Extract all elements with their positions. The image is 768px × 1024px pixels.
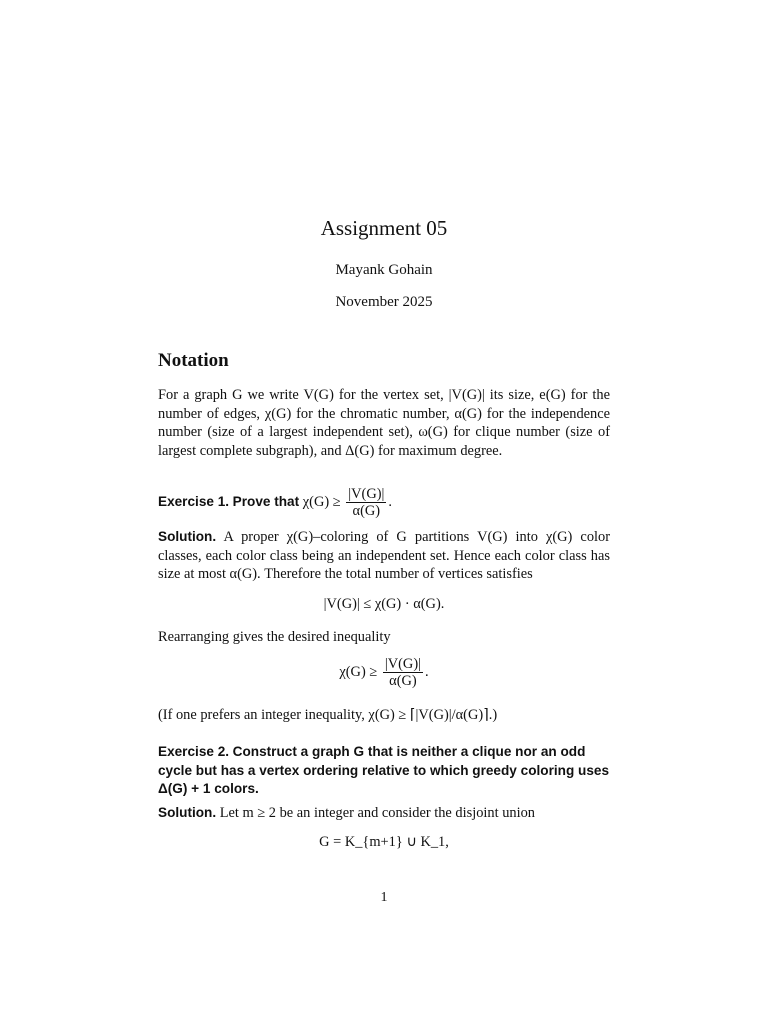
- exercise2-text: Construct a graph G that is neither a clique nor an odd cycle but has a vertex ordering relative to which greedy coloring uses Δ(G) + 1 colors.: [158, 744, 610, 797]
- document-title: Assignment 05: [320, 216, 448, 240]
- exercise1-lhs: χ(G) ≥: [302, 493, 341, 510]
- document-author: Mayank Gohain: [335, 262, 433, 278]
- exercise1-prefix: Prove that: [232, 493, 300, 509]
- exercise1-rearrange: Rearranging gives the desired inequality: [158, 629, 391, 645]
- document-date: November 2025: [335, 294, 433, 310]
- exercise2-solution-label: Solution.: [158, 805, 217, 820]
- exercise2-solution-text: Let m ≥ 2 be an integer and consider the disjoint union: [219, 805, 535, 821]
- exercise1-equation1: |V(G)| ≤ χ(G) · α(G).: [323, 596, 445, 612]
- notation-heading: Notation: [158, 350, 229, 371]
- exercise1-eq2-lhs: χ(G) ≥: [339, 663, 378, 680]
- exercise1-numerator: |V(G)|: [348, 486, 385, 502]
- exercise1-solution-label: Solution.: [158, 529, 217, 544]
- notation-paragraph: For a graph G we write V(G) for the vertex set, |V(G)| its size, e(G) for the number of edges, χ(G) for the chromatic number, α(G) for the independence number (size of a largest independent set), ω(G) for clique number (size of largest complete subgraph), and Δ(G) for maximum degree.: [158, 387, 610, 459]
- exercise1-eq2-end: .: [425, 663, 429, 680]
- exercise1-remark: (If one prefers an integer inequality, χ(G) ≥ ⌈|V(G)|/α(G)⌉.): [158, 707, 498, 723]
- exercise2-label: Exercise 2.: [158, 744, 230, 759]
- exercise2-statement: [158, 743, 610, 799]
- exercise1-eq2-numerator: |V(G)|: [384, 656, 421, 672]
- exercise2-solution: [158, 804, 610, 823]
- exercise1-denominator: α(G): [352, 503, 381, 519]
- exercise1-equation2: [0, 656, 768, 689]
- exercise1-solution-text: A proper χ(G)–coloring of G partitions V(G) into χ(G) color classes, each color class being an independent set. Hence each color class has size at most α(G). Therefore the total number of vertices satisfies: [158, 529, 611, 583]
- exercise1-statement: [158, 486, 610, 519]
- exercise1-end: .: [388, 493, 392, 510]
- exercise1-label: Exercise 1.: [158, 493, 230, 509]
- exercise1-eq2-denominator: α(G): [389, 673, 417, 689]
- exercise1-solution: [158, 528, 610, 584]
- exercise1-fraction: [346, 486, 386, 519]
- page-number: 1: [380, 890, 388, 905]
- exercise2-equation: G = K_{m+1} ∪ K_1,: [319, 834, 449, 850]
- exercise1-eq2-fraction: [383, 656, 423, 689]
